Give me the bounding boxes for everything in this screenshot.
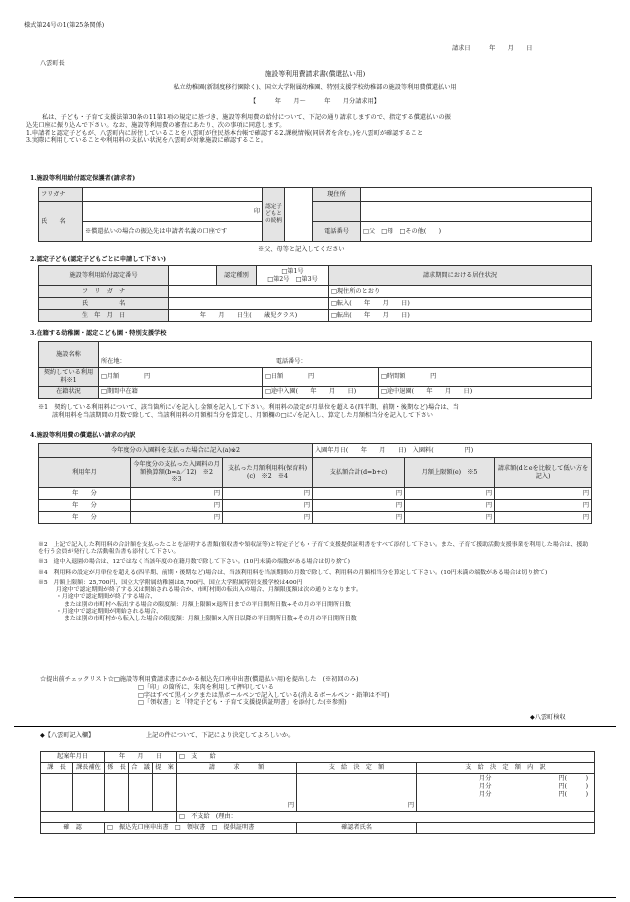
section4-heading: 4.施設等利用費の償還払い請求の内訳 <box>30 432 136 439</box>
account-note: ※償還払いの場合の振込先は申請者名義の口座です <box>83 222 263 242</box>
decision-amount-field[interactable]: 円 <box>297 774 417 812</box>
residence-move-out[interactable]: □転出( 年 月 日) <box>329 310 592 322</box>
intro-line: 1.申請者と認定子どもが、八雲町内に居住していることを八雲町が住民基本台帳で確認する2.課税情報(同居者を含む。)を八雲町が確認すること <box>26 129 424 137</box>
status-enrolled[interactable]: □期間中在籍 <box>99 386 263 398</box>
claim-table <box>38 443 592 524</box>
inspection-stamp: ◆八雲町検収 <box>530 714 566 721</box>
footnote: または別の市町村から転入した場合の限度額：月額上限額×入所日以降の平日開所日数÷その月の平日開所日数 <box>64 616 357 623</box>
section1-heading: 1.施設等利用給付認定保護者(請求者) <box>30 175 136 182</box>
status-enter[interactable]: □途中入園( 年 月 日) <box>263 386 379 398</box>
address-label: 現住所 <box>313 188 361 202</box>
facility-name-label: 施設名称 <box>39 342 99 368</box>
form-subtitle: 私立幼稚園(新制度移行園除く)、国立大学附属幼稚園、特別支援学校幼稚部の施設等利用費償還払い用 <box>173 84 457 91</box>
checklist-item[interactable]: □施設等利用費請求書にかかる振込先口座申出書(償還払い用)を提出した (※初回のみ) <box>113 676 359 683</box>
table-row <box>39 512 592 524</box>
checklist <box>40 676 390 707</box>
yen-cell[interactable]: 円 <box>313 488 405 500</box>
monthly-fee[interactable]: □月額 円 <box>99 368 263 387</box>
confirmer-label: 確認者氏名 <box>297 823 417 834</box>
yen-cell[interactable]: 円 <box>131 488 223 500</box>
footnote: ※2 上記で記入した利用料の合計額を支払ったことを証明する書類(領収書や領収証等)と特定子ども・子育て支援提供証明書をすべて添付して下さい。また、子育て援助活動支援事業を利用した場合は、援助を行う会員が発行した活動報告書も添付して下さい。 <box>38 542 589 556</box>
decision-breakdown-label: 支 給 決 定 額 内 訳 <box>417 763 595 774</box>
month-cell[interactable]: 年 分 <box>39 512 131 524</box>
month-cell[interactable]: 年 分 <box>39 500 131 512</box>
section3-heading: 3.在籍する幼稚園・認定こども園・特別支援学校 <box>30 330 167 337</box>
residence-move-in[interactable]: □転入( 年 月 日) <box>329 298 592 310</box>
footnote: 月途中で認定期間が終了する又は開始される場合か、市町村間の転出入の場合、月額限度額は次の通りとなります。 <box>56 586 362 593</box>
confirm-checks[interactable]: □ 振込先口座申出書 □ 領収書 □ 提供証明書 <box>105 823 297 834</box>
furigana-field[interactable] <box>83 188 263 202</box>
no-pay-option[interactable]: □ 不支給 (理由： <box>177 812 595 823</box>
yen-cell[interactable]: 円 <box>405 488 495 500</box>
yen-cell[interactable]: 円 <box>405 512 495 524</box>
yen-cell[interactable]: 円 <box>223 488 313 500</box>
address-field[interactable] <box>361 188 592 202</box>
stamp-blank <box>41 812 177 823</box>
yen-cell[interactable]: 円 <box>495 488 592 500</box>
footnote: ※4 利用料の設定が月単位を超える(四半期、前期・後期など)場合は、当該利用料を当該期間の月数で除して、利用料の月額相当分を算定して下さい。(10円未満の端数がある場合は切り捨て) <box>38 570 548 577</box>
stamp-box[interactable] <box>129 774 153 812</box>
col-header: 今年度分の支払った入園料の月額換算額(b=a／12) ※2 ※3 <box>131 458 223 488</box>
intro-text <box>26 114 611 145</box>
address-blank <box>313 202 361 222</box>
role-label: 提 案 <box>153 763 177 774</box>
child-birth-label: 生 年 月 日 <box>39 310 169 322</box>
request-amount-label: 請 求 額 <box>177 763 297 774</box>
relation-options[interactable]: □父 □母 □その他( ) <box>361 222 592 242</box>
relation-footnote: ※父、母等と記入してください <box>258 246 345 253</box>
footnote: ※3 途中入退園の場合は、12ではなく当該年度の在籍月数で除して下さい。(10円未満の端数がある場合は切り捨て) <box>38 558 350 565</box>
checklist-title: ☆提出前チェックリスト☆ <box>40 676 114 683</box>
request-period: 【 年 月～ 年 月分請求用】 <box>250 98 380 105</box>
child-name-field[interactable] <box>169 298 329 310</box>
yen-cell[interactable]: 円 <box>313 500 405 512</box>
seal-mark: 印 <box>83 202 263 222</box>
footnote: または別の市町村へ転出する場合の限度額：月額上限額×退所日までの平日開所日数÷その月の平日開所日数 <box>64 601 351 608</box>
role-label: 課長補佐 <box>73 763 105 774</box>
hourly-fee[interactable]: □時間額 円 <box>379 368 592 387</box>
confirm-label: 確 認 <box>41 823 105 834</box>
office-message: 上記の件について、下記により決定してよろしいか。 <box>146 732 295 739</box>
month-cell[interactable]: 年 分 <box>39 488 131 500</box>
request-amount-field[interactable]: 円 <box>177 774 297 812</box>
contract-note <box>38 404 459 420</box>
relation-field[interactable] <box>285 188 313 242</box>
col-header: 月額上限額(e) ※5 <box>405 458 495 488</box>
role-label: 合 議 <box>129 763 153 774</box>
stamp-box[interactable] <box>153 774 177 812</box>
yen-cell[interactable]: 円 <box>495 500 592 512</box>
col-header: 支払額合計(d=b+c) <box>313 458 405 488</box>
yen-cell[interactable]: 円 <box>131 512 223 524</box>
phone-label: 電話番号 <box>313 222 361 242</box>
child-furigana-field[interactable] <box>169 286 329 298</box>
checklist-item[interactable]: □字はすべて黒インクまたは黒ボールペンで記入している(消えるボールペン・鉛筆は不可) <box>138 691 390 699</box>
daily-fee[interactable]: □日額 円 <box>263 368 379 387</box>
form-number: 様式第24号の1(第25条関係) <box>24 22 105 29</box>
status-leave[interactable]: □途中退園( 年 月 日) <box>379 386 592 398</box>
furigana-label: フリガナ <box>39 188 83 202</box>
name-label: 氏 名 <box>39 202 83 242</box>
form-title: 施設等利用費請求書(償還払い用) <box>264 70 366 78</box>
relation-label: 認定子どもとの続柄 <box>263 188 285 242</box>
col-header: 請求額(dとeを比較して低い方を記入) <box>495 458 592 488</box>
note-line: ※1 契約している利用料について、該当箇所に✓を記入し金額を記入して下さい。利用料の設定が月単位を超える(四半期、前期・後期など)場合は、当 <box>38 404 459 411</box>
role-label: 課 長 <box>41 763 73 774</box>
residence-label: 請求期間における居住状況 <box>329 266 592 286</box>
entry-info[interactable]: 入園年月日( 年 月 日) 入園料( 円) <box>313 444 592 458</box>
residence-current[interactable]: □現住所のとおり <box>329 286 592 298</box>
cert-type-label: 認定種別 <box>217 266 257 286</box>
section2-heading: 2.認定子ども(認定子どもごとに申請して下さい) <box>30 256 167 263</box>
start-date-label: 起案年月日 <box>41 752 105 763</box>
intro-line: 私は、子ども・子育て支援法第30条の11第1項の規定に基づき、施設等利用費の給付について、下記の通り請求しますので、指定する償還払いの振 <box>42 114 451 121</box>
entry-fee-label: 今年度分の入園料を支払った場合に記入(a)※2 <box>39 444 313 458</box>
enroll-status-label: 在籍状況 <box>39 386 99 398</box>
contract-fee-label: 契約している利用料※1 <box>39 368 99 387</box>
stamp-box[interactable] <box>73 774 105 812</box>
note-line: 該利用料を当該期間の月数で除して、当該利用料の月額相当分を算定し、月額欄の□に✓を記入し、算定した月額相当分を記入して下さい <box>52 411 433 419</box>
intro-line: 3.実際に利用していることや利用料の支払い状況を八雲町が対象施設に確認すること。 <box>26 137 268 145</box>
start-date-field[interactable]: 年 月 日 <box>105 752 177 763</box>
decision-amount-label: 支 給 決 定 額 <box>297 763 417 774</box>
office-section-title: ◆【八雲町記入欄】 <box>40 732 95 739</box>
checklist-item[interactable]: □「領収書」と「特定子ども・子育て支援提供証明書」を添付した(※参照) <box>138 699 347 707</box>
yen-cell[interactable]: 円 <box>223 500 313 512</box>
child-furigana-label: フ リ ガ ナ <box>39 286 169 298</box>
office-table <box>40 751 595 834</box>
confirmer-field[interactable] <box>417 823 595 834</box>
stamp-box[interactable] <box>105 774 129 812</box>
cert-type-options[interactable]: □第1号 □第2号 □第3号 <box>257 266 329 286</box>
request-date: 請求日 年 月 日 <box>452 45 533 52</box>
checklist-item[interactable]: □「印」の箇所に、朱肉を利用して押印している <box>138 683 274 691</box>
child-birth-field[interactable]: 年 月 日生( 歳児クラス) <box>169 310 329 322</box>
addressee: 八雲町長 <box>40 60 65 67</box>
guardian-table <box>38 187 592 242</box>
yen-cell[interactable]: 円 <box>131 500 223 512</box>
child-name-label: 氏 名 <box>39 298 169 310</box>
cert-number-field[interactable] <box>169 266 217 286</box>
yen-cell[interactable]: 円 <box>223 512 313 524</box>
col-header: 利用年月 <box>39 458 131 488</box>
footnote: ・月途中で認定期間が終了する場合、 <box>56 594 157 601</box>
cert-number-label: 施設等利用給付認定番号 <box>39 266 169 286</box>
intro-line: 込先口座に振り込んで下さい。なお、施設等利用費の審査にあたり、次の事項に同意します。 <box>26 121 286 129</box>
child-table <box>38 265 592 322</box>
footnotes <box>38 542 592 624</box>
breakdown-field[interactable]: 月分 円( ) 月分 円( ) 月分 円( ) <box>417 774 595 812</box>
address-field-2[interactable] <box>361 202 592 222</box>
yen-cell[interactable]: 円 <box>495 512 592 524</box>
footnote: ・月途中で認定期間が開始される場合、 <box>56 609 163 615</box>
role-label: 係 長 <box>105 763 129 774</box>
pay-option[interactable]: □ 支 給 <box>177 752 595 763</box>
facility-table <box>38 341 592 399</box>
col-header: 支払った月額利用料(保育料)(c) ※2 ※4 <box>223 458 313 488</box>
footnote: ※5 月額上限額：25,700円、国立大学附属幼稚園は8,700円、国立大学附属特別支援学校は400円 <box>38 579 303 586</box>
yen-cell[interactable]: 円 <box>405 500 495 512</box>
facility-address[interactable]: 所在地： 電話番号： <box>99 342 592 368</box>
stamp-box[interactable] <box>41 774 73 812</box>
yen-cell[interactable]: 円 <box>313 512 405 524</box>
table-row <box>39 488 592 500</box>
table-row <box>39 500 592 512</box>
